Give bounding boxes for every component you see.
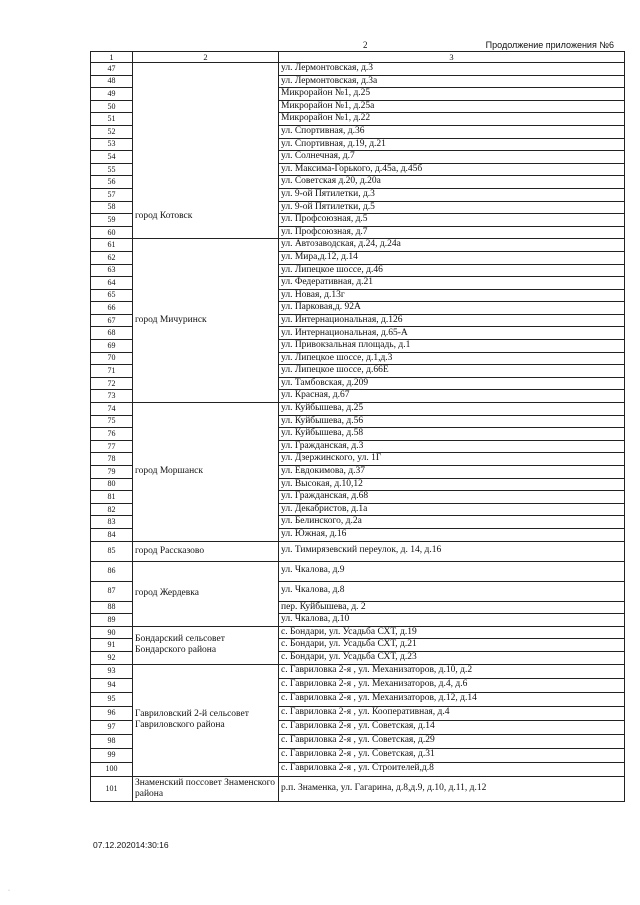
locality-cell <box>133 561 279 626</box>
address-cell: ул. Чкалова, д.8 <box>279 581 625 601</box>
locality-name: город Жердевка <box>135 588 199 599</box>
address-cell: ул. Чкалова, д.10 <box>279 614 625 627</box>
row-number: 49 <box>91 88 133 101</box>
row-number: 96 <box>91 706 133 720</box>
address-cell: ул. Тамбовская, д.209 <box>279 377 625 390</box>
locality-name: город Рассказово <box>135 545 205 556</box>
address-cell: Микрорайон №1, д.25а <box>279 100 625 113</box>
address-cell: с. Бондари, ул. Усадьба СХТ, д.23 <box>279 651 625 664</box>
address-cell: ул. Интернациональная, д.126 <box>279 314 625 327</box>
row-number: 63 <box>91 264 133 277</box>
address-cell: ул. Лермонтовская, д.3 <box>279 63 625 76</box>
column-header: 1 <box>91 52 133 63</box>
row-number: 54 <box>91 151 133 164</box>
address-cell: ул. Новая, д.13г <box>279 289 625 302</box>
address-cell: ул. Привокзальная площадь, д.1 <box>279 340 625 353</box>
row-number: 50 <box>91 100 133 113</box>
row-number: 55 <box>91 163 133 176</box>
locality-name: Знаменский поссовет Знаменского района <box>135 777 276 799</box>
row-number: 52 <box>91 125 133 138</box>
table-row <box>91 664 625 678</box>
locality-name: Гавриловский 2-й сельсовет Гавриловского района <box>135 709 249 731</box>
address-cell: ул. Высокая, д.10,12 <box>279 478 625 491</box>
address-cell: ул. Мира,д.12, д.14 <box>279 251 625 264</box>
column-header: 2 <box>133 52 279 63</box>
address-cell: ул. Советская д.20, д.20а <box>279 176 625 189</box>
address-cell: Микрорайон №1, д.22 <box>279 113 625 126</box>
address-cell: р.п. Знаменка, ул. Гагарина, д.8,д.9, д.10, д.11, д.12 <box>279 776 625 801</box>
row-number: 94 <box>91 678 133 692</box>
locality-cell <box>133 626 279 664</box>
locality-cell <box>133 403 279 542</box>
row-number: 92 <box>91 651 133 664</box>
table-row <box>91 239 625 252</box>
locality-cell <box>133 63 279 239</box>
row-number: 72 <box>91 377 133 390</box>
address-cell: ул. Тимирязевский переулок, д. 14, д.16 <box>279 541 625 561</box>
address-cell: ул. Чкалова, д.9 <box>279 561 625 581</box>
row-number: 78 <box>91 453 133 466</box>
address-cell: с. Гавриловка 2-я , ул. Механизаторов, д.12, д.14 <box>279 692 625 706</box>
address-cell: ул. Автозаводская, д.24, д.24а <box>279 239 625 252</box>
row-number: 97 <box>91 720 133 734</box>
header-row <box>91 52 625 63</box>
row-number: 95 <box>91 692 133 706</box>
row-number: 85 <box>91 541 133 561</box>
address-cell: с. Гавриловка 2-я , ул. Советская, д.31 <box>279 748 625 762</box>
address-cell: с. Гавриловка 2-я , ул. Механизаторов, д.4, д.6 <box>279 678 625 692</box>
address-cell: ул. Красная, д.67 <box>279 390 625 403</box>
address-cell: ул. Липецкое шоссе, д.66Е <box>279 365 625 378</box>
row-number: 101 <box>91 776 133 801</box>
address-cell: с. Бондари, ул. Усадьба СХТ, д.21 <box>279 639 625 652</box>
address-cell: с. Гавриловка 2-я , ул. Кооперативная, д.4 <box>279 706 625 720</box>
margin-mark: · <box>8 888 10 894</box>
row-number: 61 <box>91 239 133 252</box>
locality-name: Бондарский сельсовет Бондарского района <box>135 634 225 656</box>
row-number: 73 <box>91 390 133 403</box>
row-number: 89 <box>91 614 133 627</box>
address-cell: ул. Дзержинского, ул. 1Г <box>279 453 625 466</box>
locality-name: город Моршанск <box>135 466 204 477</box>
address-cell: ул. Южная, д.16 <box>279 528 625 541</box>
row-number: 59 <box>91 214 133 227</box>
address-cell: ул. Липецкое шоссе, д.1,д.3 <box>279 352 625 365</box>
row-number: 86 <box>91 561 133 581</box>
address-cell: ул. Куйбышева, д.25 <box>279 403 625 416</box>
address-cell: ул. Профсоюзная, д.7 <box>279 226 625 239</box>
row-number: 56 <box>91 176 133 189</box>
row-number: 69 <box>91 340 133 353</box>
row-number: 82 <box>91 503 133 516</box>
row-number: 77 <box>91 440 133 453</box>
address-cell: ул. Парковая,д. 92А <box>279 302 625 315</box>
row-number: 87 <box>91 581 133 601</box>
row-number: 58 <box>91 201 133 214</box>
row-number: 57 <box>91 188 133 201</box>
row-number: 79 <box>91 466 133 479</box>
row-number: 75 <box>91 415 133 428</box>
address-cell: ул. Белинского, д.2а <box>279 516 625 529</box>
row-number: 66 <box>91 302 133 315</box>
row-number: 98 <box>91 734 133 748</box>
row-number: 80 <box>91 478 133 491</box>
address-cell: ул. Солнечная, д.7 <box>279 151 625 164</box>
row-number: 51 <box>91 113 133 126</box>
row-number: 93 <box>91 664 133 678</box>
row-number: 100 <box>91 762 133 776</box>
address-cell: Микрорайон №1, д.25 <box>279 88 625 101</box>
address-cell: ул. Гражданская, д.3 <box>279 440 625 453</box>
row-number: 65 <box>91 289 133 302</box>
address-cell: ул. Спортивная, д.19, д.21 <box>279 138 625 151</box>
row-number: 81 <box>91 491 133 504</box>
table-row <box>91 63 625 76</box>
locality-name: город Котовск <box>135 211 193 221</box>
address-cell: ул. Евдокимова, д.37 <box>279 466 625 479</box>
address-cell: ул. Куйбышева, д.56 <box>279 415 625 428</box>
row-number: 74 <box>91 403 133 416</box>
address-cell: ул. Интернациональная, д.65-А <box>279 327 625 340</box>
address-cell: с. Гавриловка 2-я , ул. Механизаторов, д.10, д.2 <box>279 664 625 678</box>
row-number: 47 <box>91 63 133 76</box>
address-cell: с. Гавриловка 2-я , ул. Советская, д.29 <box>279 734 625 748</box>
row-number: 84 <box>91 528 133 541</box>
address-cell: ул. Гражданская, д.68 <box>279 491 625 504</box>
address-cell: ул. Федеративная, д.21 <box>279 277 625 290</box>
table-row <box>91 561 625 581</box>
address-cell: с. Бондари, ул. Усадьба СХТ, д.19 <box>279 626 625 639</box>
page-number: 2 <box>363 40 368 50</box>
address-cell: ул. 9-ой Пятилетки, д.3 <box>279 188 625 201</box>
address-cell: ул. Декабристов, д.1а <box>279 503 625 516</box>
table-row <box>91 403 625 416</box>
print-timestamp: 07.12.202014:30:16 <box>93 840 169 850</box>
address-cell: ул. 9-ой Пятилетки, д.5 <box>279 201 625 214</box>
row-number: 62 <box>91 251 133 264</box>
row-number: 99 <box>91 748 133 762</box>
row-number: 67 <box>91 314 133 327</box>
row-number: 71 <box>91 365 133 378</box>
row-number: 76 <box>91 428 133 441</box>
address-cell: ул. Максима-Горького, д.45а, д.45б <box>279 163 625 176</box>
row-number: 83 <box>91 516 133 529</box>
row-number: 53 <box>91 138 133 151</box>
row-number: 88 <box>91 601 133 614</box>
row-number: 70 <box>91 352 133 365</box>
row-number: 90 <box>91 626 133 639</box>
address-cell: ул. Спортивная, д.36 <box>279 125 625 138</box>
table-row <box>91 776 625 801</box>
address-cell: ул. Липецкое шоссе, д.46 <box>279 264 625 277</box>
locality-name: город Мичуринск <box>135 315 207 326</box>
row-number: 68 <box>91 327 133 340</box>
table-row <box>91 541 625 561</box>
row-number: 48 <box>91 75 133 88</box>
address-cell: с. Гавриловка 2-я , ул. Советская, д.14 <box>279 720 625 734</box>
address-cell: пер. Куйбышева, д. 2 <box>279 601 625 614</box>
column-header: 3 <box>279 52 625 63</box>
row-number: 60 <box>91 226 133 239</box>
address-cell: ул. Лермонтовская, д.3а <box>279 75 625 88</box>
locality-cell <box>133 541 279 561</box>
table-row <box>91 626 625 639</box>
locality-cell <box>133 664 279 776</box>
table-body <box>91 63 625 802</box>
address-cell: ул. Профсоюзная, д.5 <box>279 214 625 227</box>
locality-cell <box>133 776 279 801</box>
address-cell: ул. Куйбышева, д.58 <box>279 428 625 441</box>
row-number: 64 <box>91 277 133 290</box>
row-number: 91 <box>91 639 133 652</box>
continuation-label: Продолжение приложения №6 <box>485 40 614 50</box>
address-table <box>90 51 625 802</box>
locality-cell <box>133 239 279 403</box>
address-cell: с. Гавриловка 2-я , ул. Строителей,д.8 <box>279 762 625 776</box>
